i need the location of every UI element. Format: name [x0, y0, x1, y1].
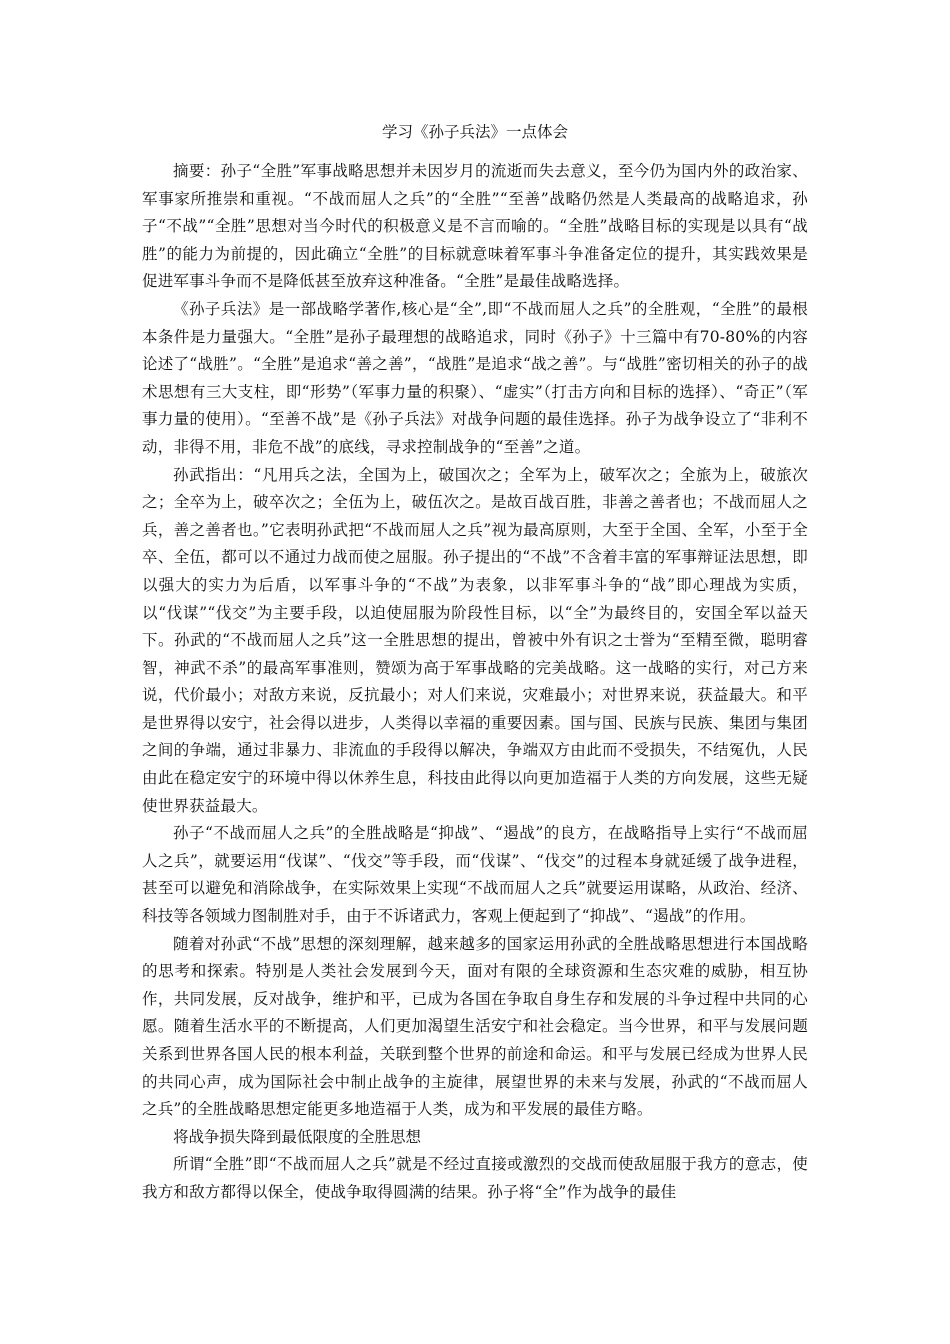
body-paragraph: 孙武指出：“凡用兵之法，全国为上，破国次之；全军为上，破军次之；全旅为上，破旅次之；全卒为上，破卒次之；全伍为上，破伍次之。是故百战百胜，非善之善者也；不战而屈人之兵，善之善者也。”它表明孙武把“不战而屈人之兵”视为最高原则，大至于全国、全军，小至于全卒、全伍，都可以不通过力战而使之屈服。孙子提出的“不战”不含着丰富的军事辩证法思想，即以强大的实力为后盾，以军事斗争的“不战”为表象，以非军事斗争的“战”即心理战为实质，以“伐谋”“伐交”为主要手段，以迫使屈服为阶段性目标，以“全”为最终目的，安国全军以益天下。孙武的“不战而屈人之兵”这一全胜思想的提出，曾被中外有识之士誉为“至精至微，聪明睿智，神武不杀”的最高军事准则，赞颂为高于军事战略的完美战略。这一战略的实行，对己方来说，代价最小；对敌方来说，反抗最小；对人们来说，灾难最小；对世界来说，获益最大。和平是世界得以安宁，社会得以进步，人类得以幸福的重要因素。国与国、民族与民族、集团与集团之间的争端，通过非暴力、非流血的手段得以解决，争端双方由此而不受损失，不结冤仇，人民由此在稳定安宁的环境中得以休养生息，科技由此得以向更加造福于人类的方向发展，这些无疑使世界获益最大。: [142, 465, 808, 815]
document-title: 学习《孙子兵法》一点体会: [381, 123, 568, 141]
body-paragraph: 《孙子兵法》是一部战略学著作,核心是“全”,即“不战而屈人之兵”的全胜观，“全胜”的最根本条件是力量强大。“全胜”是孙子最理想的战略追求，同时《孙子》十三篇中有70-80%的内容论述了“战胜”。“全胜”是追求“善之善”，“战胜”是追求“战之善”。与“战胜”密切相关的孙子的战术思想有三大支柱，即“形势”（军事力量的积聚）、“虚实”（打击方向和目标的选择）、“奇正”（军事力量的使用）。“至善不战”是《孙子兵法》对战争问题的最佳选择。孙子为战争设立了“非利不动，非得不用，非危不战”的底线，寻求控制战争的“至善”之道。: [142, 299, 808, 456]
body-paragraph: 孙子“不战而屈人之兵”的全胜战略是“抑战”、“遏战”的良方，在战略指导上实行“不战而屈人之兵”，就要运用“伐谋”、“伐交”等手段，而“伐谋”、“伐交”的过程本身就延缓了战争进程，甚至可以避免和消除战争，在实际效果上实现“不战而屈人之兵”就要运用谋略，从政治、经济、科技等各领域力图制胜对手，由于不诉诸武力，客观上便起到了“抑战”、“遏战”的作用。: [142, 824, 808, 926]
document-page: [142, 118, 808, 1207]
body-paragraph: 所谓“全胜”即“不战而屈人之兵”就是不经过直接或激烈的交战而使敌屈服于我方的意志，使我方和敌方都得以保全，使战争取得圆满的结果。孙子将“全”作为战争的最佳: [142, 1155, 808, 1201]
section-heading: 将战争损失降到最低限度的全胜思想: [173, 1127, 422, 1146]
body-paragraph: 随着对孙武“不战”思想的深刻理解，越来越多的国家运用孙武的全胜战略思想进行本国战略的思考和探索。特别是人类社会发展到今天，面对有限的全球资源和生态灾难的威胁，相互协作，共同发展，反对战争，维护和平，已成为各国在争取自身生存和发展的斗争过程中共同的心愿。随着生活水平的不断提高，人们更加渴望生活安宁和社会稳定。当今世界，和平与发展问题关系到世界各国人民的根本利益，关联到整个世界的前途和命运。和平与发展已经成为世界人民的共同心声，成为国际社会中制止战争的主旋律，展望世界的未来与发展，孙武的“不战而屈人之兵”的全胜战略思想定能更多地造福于人类，成为和平发展的最佳方略。: [142, 934, 808, 1119]
abstract-paragraph: 摘要：孙子“全胜”军事战略思想并未因岁月的流逝而失去意义，至今仍为国内外的政治家、军事家所推崇和重视。“不战而屈人之兵”的“全胜”“至善”战略仍然是人类最高的战略追求，孙子“不战”“全胜”思想对当今时代的积极意义是不言而喻的。“全胜”战略目标的实现是以具有“战胜”的能力为前提的，因此确立“全胜”的目标就意味着军事斗争准备定位的提升，其实践效果是促进军事斗争而不是降低甚至放弃这种准备。“全胜”是最佳战略选择。: [142, 162, 808, 291]
